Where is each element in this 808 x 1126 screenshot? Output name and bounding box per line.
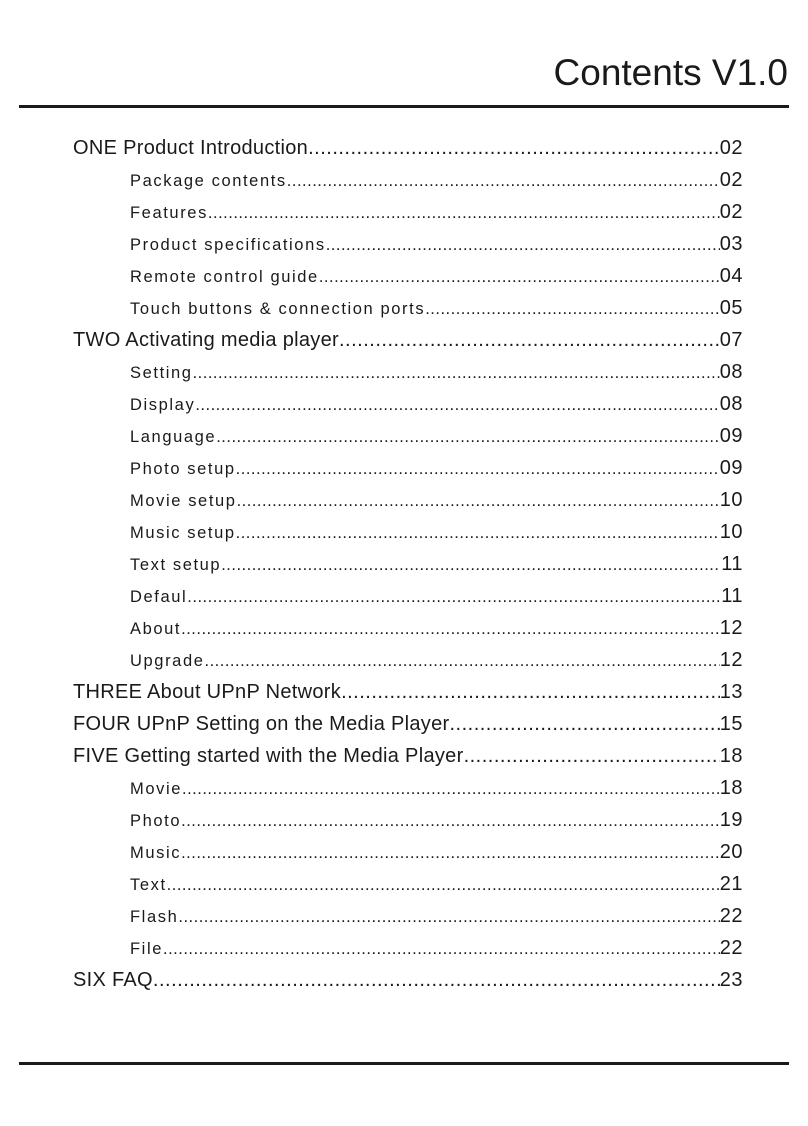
toc-page-number: 08 <box>719 393 743 415</box>
toc-section-entry[interactable] <box>73 777 743 809</box>
toc-entry-label: Setting <box>130 364 193 382</box>
toc-section-entry[interactable] <box>73 649 743 681</box>
toc-entry-label: Language <box>130 428 217 446</box>
toc-page-number: 05 <box>719 297 743 319</box>
toc-page-number: 22 <box>719 937 743 959</box>
toc-entry-label: ONE Product Introduction <box>73 137 309 159</box>
toc-section-entry[interactable] <box>73 201 743 233</box>
toc-page-number: 13 <box>719 681 743 703</box>
toc-section-entry[interactable] <box>73 233 743 265</box>
toc-dot-leader <box>237 492 720 511</box>
toc-dot-leader <box>181 812 720 831</box>
toc-dot-leader <box>153 969 720 992</box>
toc-dot-leader <box>178 908 719 927</box>
toc-page-number: 18 <box>719 745 743 767</box>
toc-entry-label: FIVE Getting started with the Media Player <box>73 745 464 767</box>
toc-dot-leader <box>341 681 720 704</box>
page-title: Contents V1.0 <box>553 52 788 93</box>
toc-chapter-entry[interactable] <box>73 969 743 1001</box>
toc-page-number: 10 <box>719 521 743 543</box>
toc-entry-label: Text setup <box>130 556 222 574</box>
toc-page-number: 09 <box>719 457 743 479</box>
toc-dot-leader <box>195 396 719 415</box>
toc-page-number: 02 <box>719 201 743 223</box>
toc-dot-leader <box>208 204 720 223</box>
toc-page-number: 08 <box>719 361 743 383</box>
toc-section-entry[interactable] <box>73 841 743 873</box>
toc-dot-leader <box>205 652 720 671</box>
toc-page-number: 02 <box>719 169 743 191</box>
toc-entry-label: Flash <box>130 908 179 926</box>
table-of-contents <box>73 137 743 1001</box>
toc-dot-leader <box>182 780 720 799</box>
toc-dot-leader <box>216 428 720 447</box>
toc-page-number: 07 <box>719 329 743 351</box>
toc-section-entry[interactable] <box>73 809 743 841</box>
toc-entry-label: Remote control guide <box>130 268 319 286</box>
toc-dot-leader <box>221 556 721 575</box>
toc-entry-label: Movie <box>130 780 183 798</box>
toc-entry-label: TWO Activating media player <box>73 329 339 351</box>
toc-chapter-entry[interactable] <box>73 329 743 361</box>
toc-dot-leader <box>319 268 720 287</box>
toc-dot-leader <box>193 364 720 383</box>
toc-section-entry[interactable] <box>73 361 743 393</box>
toc-section-entry[interactable] <box>73 425 743 457</box>
toc-section-entry[interactable] <box>73 905 743 937</box>
toc-section-entry[interactable] <box>73 937 743 969</box>
toc-chapter-entry[interactable] <box>73 137 743 169</box>
toc-dot-leader <box>181 620 720 639</box>
toc-page-number: 23 <box>719 969 743 991</box>
toc-page-number: 15 <box>719 713 743 735</box>
toc-entry-label: Display <box>130 396 196 414</box>
toc-page-number: 18 <box>719 777 743 799</box>
toc-dot-leader <box>236 460 720 479</box>
toc-entry-label: Upgrade <box>130 652 205 670</box>
toc-dot-leader <box>308 137 720 160</box>
toc-dot-leader <box>425 300 720 319</box>
toc-entry-label: SIX FAQ <box>73 969 153 991</box>
toc-section-entry[interactable] <box>73 297 743 329</box>
toc-page-number: 10 <box>719 489 743 511</box>
toc-section-entry[interactable] <box>73 553 743 585</box>
toc-dot-leader <box>287 172 720 191</box>
toc-entry-label: Text <box>130 876 167 894</box>
toc-entry-label: Music <box>130 844 182 862</box>
toc-page-number: 22 <box>719 905 743 927</box>
toc-page-number: 11 <box>721 553 743 575</box>
toc-section-entry[interactable] <box>73 873 743 905</box>
toc-entry-label: Product specifications <box>130 236 326 254</box>
toc-entry-label: Touch buttons & connection ports <box>130 300 426 318</box>
toc-entry-label: THREE About UPnP Network <box>73 681 342 703</box>
bottom-divider <box>19 1062 789 1065</box>
toc-entry-label: Movie setup <box>130 492 237 510</box>
toc-dot-leader <box>464 745 720 768</box>
toc-page-number: 19 <box>719 809 743 831</box>
toc-dot-leader <box>339 329 720 352</box>
toc-page-number: 12 <box>719 617 743 639</box>
toc-chapter-entry[interactable] <box>73 713 743 745</box>
toc-entry-label: Photo <box>130 812 182 830</box>
toc-page-number: 21 <box>719 873 743 895</box>
toc-page-number: 12 <box>719 649 743 671</box>
toc-dot-leader <box>449 713 719 736</box>
toc-dot-leader <box>163 940 720 959</box>
toc-entry-label: About <box>130 620 182 638</box>
toc-section-entry[interactable] <box>73 169 743 201</box>
toc-entry-label: Photo setup <box>130 460 236 478</box>
toc-section-entry[interactable] <box>73 265 743 297</box>
toc-section-entry[interactable] <box>73 521 743 553</box>
toc-entry-label: Features <box>130 204 208 222</box>
toc-section-entry[interactable] <box>73 617 743 649</box>
toc-page-number: 09 <box>719 425 743 447</box>
toc-chapter-entry[interactable] <box>73 745 743 777</box>
toc-section-entry[interactable] <box>73 489 743 521</box>
toc-page-number: 02 <box>719 137 743 159</box>
toc-dot-leader <box>167 876 720 895</box>
toc-entry-label: Defaul <box>130 588 188 606</box>
toc-entry-label: File <box>130 940 163 958</box>
toc-section-entry[interactable] <box>73 393 743 425</box>
toc-dot-leader <box>187 588 721 607</box>
toc-dot-leader <box>326 236 720 255</box>
toc-chapter-entry[interactable] <box>73 681 743 713</box>
toc-entry-label: FOUR UPnP Setting on the Media Player <box>73 713 450 735</box>
toc-dot-leader <box>236 524 720 543</box>
toc-page-number: 04 <box>719 265 743 287</box>
toc-entry-label: Package contents <box>130 172 287 190</box>
toc-dot-leader <box>181 844 720 863</box>
toc-section-entry[interactable] <box>73 585 743 617</box>
toc-page-number: 20 <box>719 841 743 863</box>
toc-entry-label: Music setup <box>130 524 236 542</box>
toc-section-entry[interactable] <box>73 457 743 489</box>
toc-page-number: 11 <box>721 585 743 607</box>
toc-page-number: 03 <box>719 233 743 255</box>
top-divider <box>19 105 789 108</box>
